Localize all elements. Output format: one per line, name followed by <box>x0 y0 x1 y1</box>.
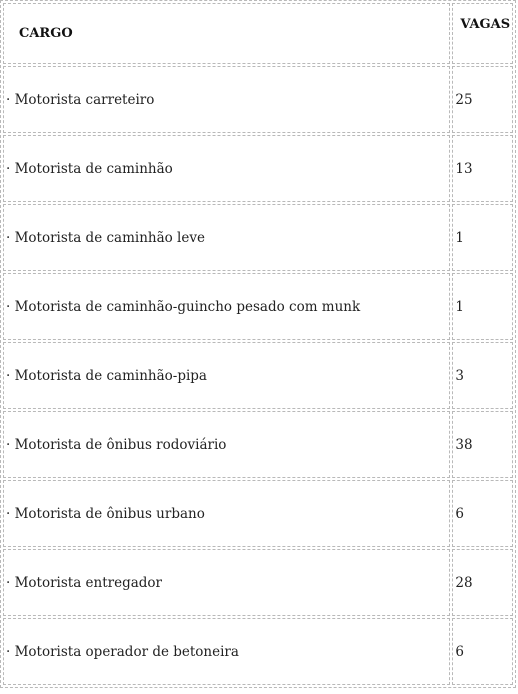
header-vagas: VAGAS <box>452 3 513 64</box>
cargo-cell: · Motorista de ônibus urbano <box>3 480 450 547</box>
cargo-cell: · Motorista de caminhão-pipa <box>3 342 450 409</box>
vagas-cell: 1 <box>452 273 513 340</box>
cargo-cell: · Motorista de caminhão-guincho pesado com munk <box>3 273 450 340</box>
table-row <box>3 342 513 409</box>
table-row <box>3 480 513 547</box>
cargo-cell: · Motorista de caminhão leve <box>3 204 450 271</box>
table-row <box>3 273 513 340</box>
vagas-cell: 6 <box>452 618 513 685</box>
table-row <box>3 618 513 685</box>
vagas-cell: 38 <box>452 411 513 478</box>
table-row <box>3 135 513 202</box>
cargo-cell: · Motorista de ônibus rodoviário <box>3 411 450 478</box>
cargo-cell: · Motorista carreteiro <box>3 66 450 133</box>
vagas-cell: 1 <box>452 204 513 271</box>
vagas-cell: 28 <box>452 549 513 616</box>
vagas-cell: 6 <box>452 480 513 547</box>
vagas-cell: 3 <box>452 342 513 409</box>
table-header-row <box>3 3 513 64</box>
cargo-cell: · Motorista de caminhão <box>3 135 450 202</box>
table-row <box>3 66 513 133</box>
vagas-cell: 13 <box>452 135 513 202</box>
table-row <box>3 411 513 478</box>
table-row <box>3 549 513 616</box>
cargo-cell: · Motorista entregador <box>3 549 450 616</box>
cargo-cell: · Motorista operador de betoneira <box>3 618 450 685</box>
header-cargo: CARGO <box>3 3 450 64</box>
table-row <box>3 204 513 271</box>
vagas-cell: 25 <box>452 66 513 133</box>
